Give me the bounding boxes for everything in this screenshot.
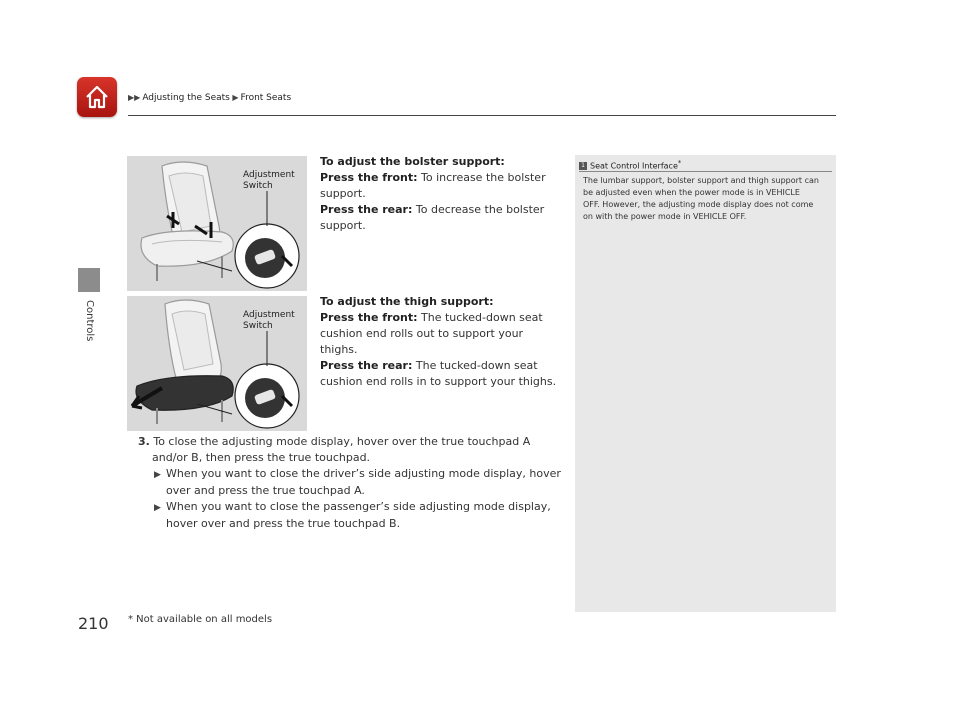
sub-text: When you want to close the driver’s side adjusting mode display, hover over and press the true touchpad A. bbox=[166, 467, 561, 497]
header-divider bbox=[128, 115, 836, 116]
breadcrumb-item-adjusting-seats[interactable]: Adjusting the Seats bbox=[142, 93, 230, 103]
bolster-instructions bbox=[320, 154, 560, 234]
note-title bbox=[579, 159, 681, 171]
step-3-sub-driver bbox=[138, 466, 563, 499]
label-line: Switch bbox=[243, 181, 273, 191]
breadcrumb-arrow-icon: ▶ bbox=[229, 93, 239, 102]
press-front-text: The tucked-down seat cushion end rolls out to support your thighs. bbox=[320, 311, 543, 356]
press-front-label: Press the front: bbox=[320, 311, 418, 324]
step-3-text: To close the adjusting mode display, hover over the true touchpad A and/or B, then press the true touchpad. bbox=[152, 435, 531, 464]
page-number: 210 bbox=[78, 614, 109, 633]
step-number: 3. bbox=[138, 435, 150, 448]
note-divider bbox=[579, 171, 832, 172]
thigh-heading: To adjust the thigh support: bbox=[320, 295, 494, 308]
section-label: Controls bbox=[84, 300, 95, 342]
press-front-label: Press the front: bbox=[320, 171, 418, 184]
step-3-sub-passenger bbox=[138, 499, 563, 532]
label-line: Adjustment bbox=[243, 310, 295, 320]
asterisk-mark: * bbox=[677, 159, 682, 167]
press-front-text: To increase the bolster support. bbox=[320, 171, 546, 200]
breadcrumb bbox=[128, 93, 291, 103]
note-body: The lumbar support, bolster support and thigh support can be adjusted even when the power mode is in VEHICLE OFF. However, the adjusting mode display does not come on with the power mode in VEHICLE OFF. bbox=[583, 176, 819, 221]
home-button[interactable] bbox=[77, 77, 117, 117]
press-rear-text: To decrease the bolster support. bbox=[320, 203, 545, 232]
breadcrumb-arrow-icon: ▶▶ bbox=[128, 93, 141, 102]
bolster-heading: To adjust the bolster support: bbox=[320, 155, 505, 168]
triangle-bullet-icon: ▶ bbox=[154, 503, 161, 513]
sub-text: When you want to close the passenger’s side adjusting mode display, hover over and press the true touchpad B. bbox=[166, 500, 551, 530]
figure-thigh-support bbox=[127, 296, 307, 431]
press-rear-text: The tucked-down seat cushion end rolls in to support your thighs. bbox=[320, 359, 557, 388]
adjustment-switch-label bbox=[243, 170, 295, 192]
press-rear-label: Press the rear: bbox=[320, 359, 413, 372]
side-note-panel bbox=[575, 155, 836, 612]
label-line: Adjustment bbox=[243, 170, 295, 180]
home-icon bbox=[83, 83, 111, 111]
label-line: Switch bbox=[243, 321, 273, 331]
thigh-instructions bbox=[320, 294, 560, 390]
step-3 bbox=[138, 434, 563, 532]
step-3-main bbox=[138, 434, 563, 466]
press-rear-label: Press the rear: bbox=[320, 203, 413, 216]
note-title-text[interactable]: Seat Control Interface bbox=[590, 161, 678, 171]
breadcrumb-item-front-seats[interactable]: Front Seats bbox=[240, 93, 292, 103]
adjustment-switch-label bbox=[243, 310, 295, 332]
footnote: * Not available on all models bbox=[128, 614, 273, 625]
note-number-badge: 1 bbox=[579, 162, 587, 170]
figure-bolster-support bbox=[127, 156, 307, 291]
triangle-bullet-icon: ▶ bbox=[154, 470, 161, 480]
section-tab-marker bbox=[78, 268, 100, 292]
